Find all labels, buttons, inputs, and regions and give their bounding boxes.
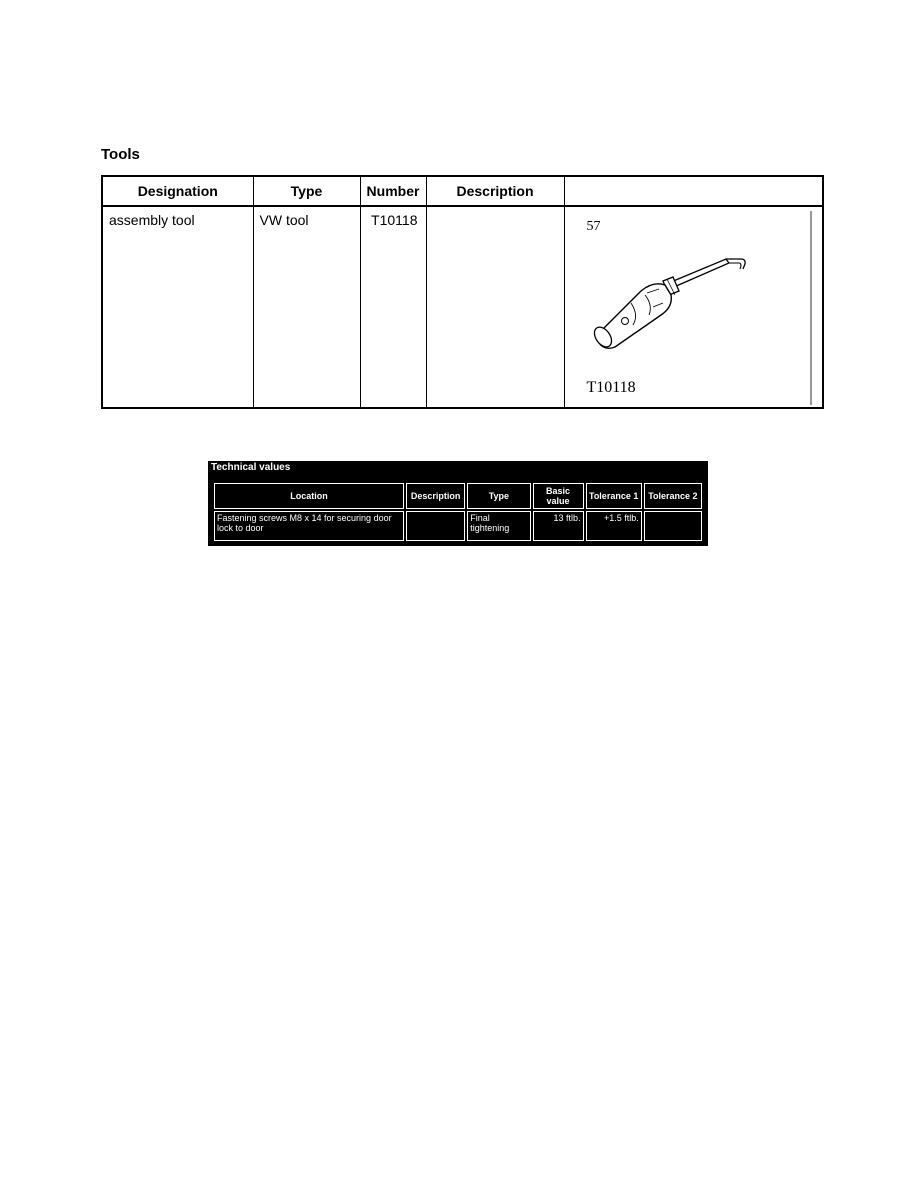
table-row xyxy=(102,206,823,408)
tech-header-row xyxy=(214,483,702,509)
tech-tolerance-1: +1.5 ftlb. xyxy=(586,511,642,541)
tools-heading: Tools xyxy=(101,146,140,163)
tool-designation: assembly tool xyxy=(102,206,253,408)
tech-header-description: Description xyxy=(406,483,465,509)
tech-description xyxy=(406,511,465,541)
tools-table xyxy=(101,175,824,409)
technical-values-table xyxy=(212,481,704,543)
figure-number: 57 xyxy=(586,219,601,234)
tech-header-tolerance-1: Tolerance 1 xyxy=(586,483,642,509)
tech-header-type: Type xyxy=(467,483,530,509)
tech-header-location: Location xyxy=(214,483,404,509)
tech-header-tolerance-2: Tolerance 2 xyxy=(644,483,702,509)
tech-location: Fastening screws M8 x 14 for securing door lock to door xyxy=(214,511,404,541)
header-designation: Designation xyxy=(102,176,253,206)
header-illustration xyxy=(564,176,823,206)
header-number: Number xyxy=(360,176,426,206)
table-row xyxy=(214,511,702,541)
tool-illustration-cell xyxy=(564,206,823,408)
tech-type: Final tightening xyxy=(467,511,530,541)
tech-basic-value: 13 ftlb. xyxy=(533,511,584,541)
header-type: Type xyxy=(253,176,360,206)
technical-values-block xyxy=(208,461,708,546)
figure-caption: T10118 xyxy=(586,379,636,396)
header-description: Description xyxy=(426,176,564,206)
tool-number: T10118 xyxy=(360,206,426,408)
tech-tolerance-2 xyxy=(644,511,702,541)
technical-values-title: Technical values xyxy=(211,462,291,473)
assembly-tool-illustration xyxy=(583,211,815,405)
tool-description xyxy=(426,206,564,408)
tools-header-row xyxy=(102,176,823,206)
tool-type: VW tool xyxy=(253,206,360,408)
tech-header-basic-value: Basic value xyxy=(533,483,584,509)
